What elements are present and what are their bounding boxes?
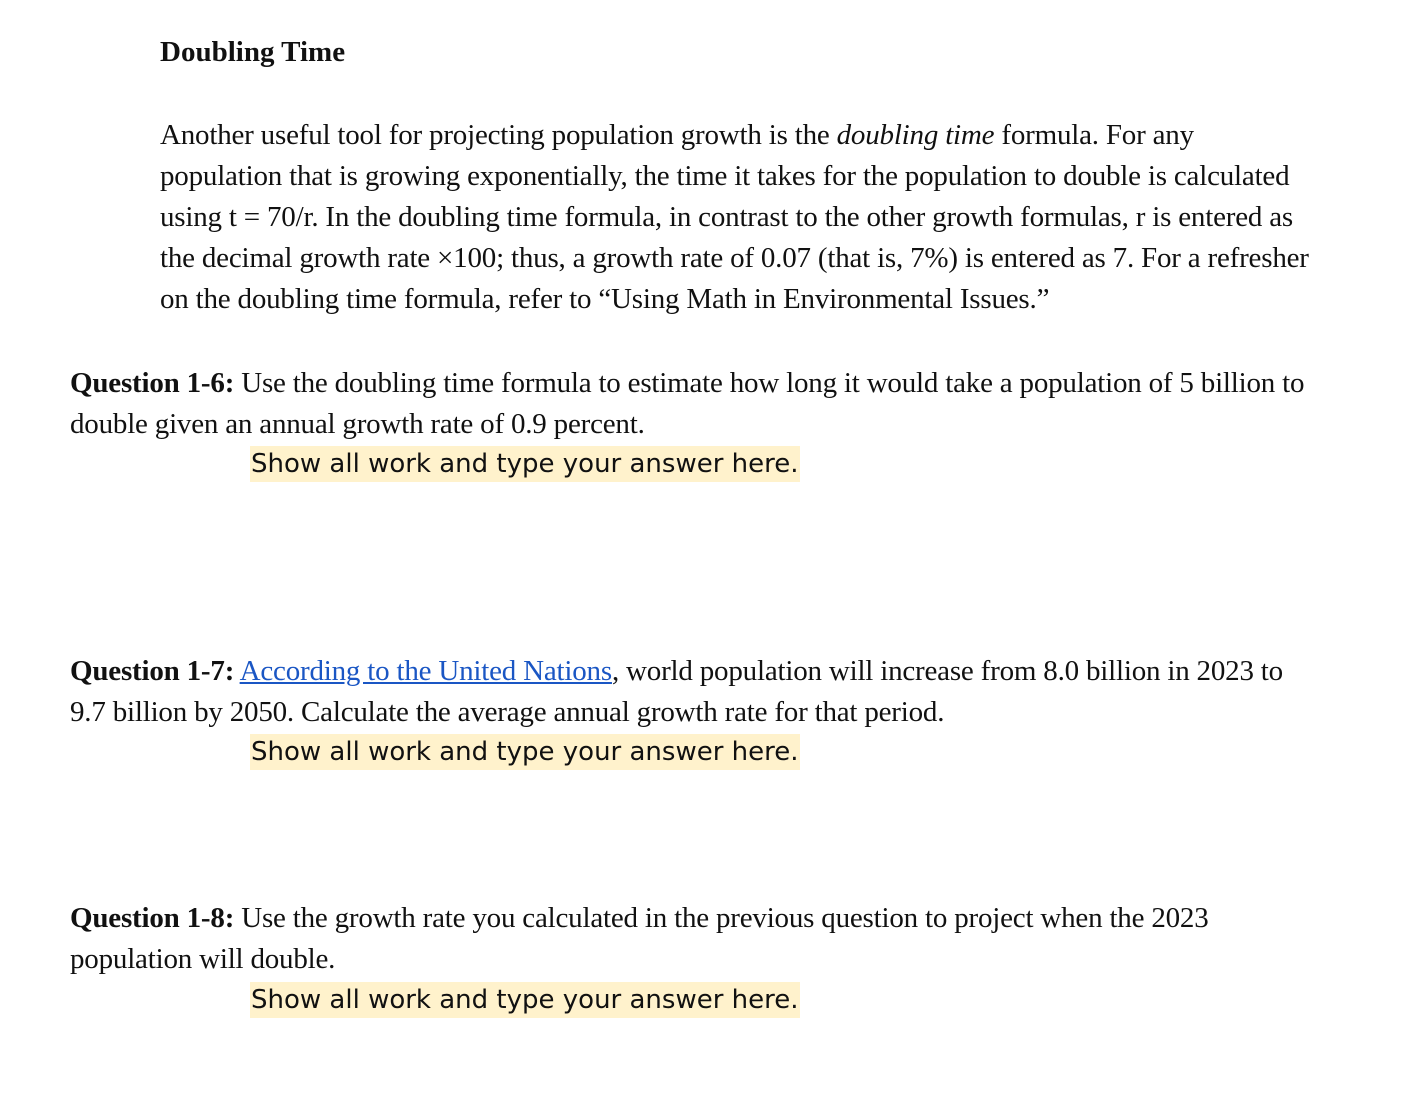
question-1-7: [70, 651, 1407, 733]
intro-line-1: Another useful tool for projecting population growth is the doubling time formula. For any: [160, 119, 1194, 151]
question-text-line-2: population will double.: [70, 943, 336, 975]
answer-field-1-8[interactable]: Show all work and type your answer here.: [250, 982, 800, 1018]
intro-paragraph: [160, 115, 1407, 320]
emphasis-term: doubling time: [836, 119, 995, 151]
question-text: , world population will increase from 8.0 billion in 2023 to: [611, 655, 1283, 687]
question-text-line-2: double given an annual growth rate of 0.9 percent.: [70, 408, 645, 440]
intro-line-3: using t = 70/r. In the doubling time formula, in contrast to the other growth formulas, r is entered as: [160, 201, 1293, 233]
question-text-line-2: 9.7 billion by 2050. Calculate the average annual growth rate for that period.: [70, 696, 945, 728]
question-1-8: [70, 898, 1407, 980]
intro-line-2: population that is growing exponentially, the time it takes for the population to double is calculated: [160, 160, 1290, 192]
question-label: Question 1-7:: [70, 655, 235, 687]
question-label: Question 1-6:: [70, 367, 235, 399]
answer-field-1-6[interactable]: Show all work and type your answer here.: [250, 446, 800, 482]
answer-field-1-7[interactable]: Show all work and type your answer here.: [250, 734, 800, 770]
intro-line-4: the decimal growth rate ×100; thus, a growth rate of 0.07 (that is, 7%) is entered as 7. For a refresher: [160, 242, 1309, 274]
united-nations-link[interactable]: According to the United Nations: [239, 655, 612, 687]
section-heading: Doubling Time: [160, 36, 346, 68]
intro-line-5: on the doubling time formula, refer to “Using Math in Environmental Issues.”: [160, 283, 1050, 315]
question-text: Use the growth rate you calculated in the previous question to project when the 2023: [234, 902, 1209, 934]
question-1-6: [70, 363, 1407, 445]
question-text: Use the doubling time formula to estimate how long it would take a population of 5 billion to: [234, 367, 1305, 399]
question-label: Question 1-8:: [70, 902, 235, 934]
